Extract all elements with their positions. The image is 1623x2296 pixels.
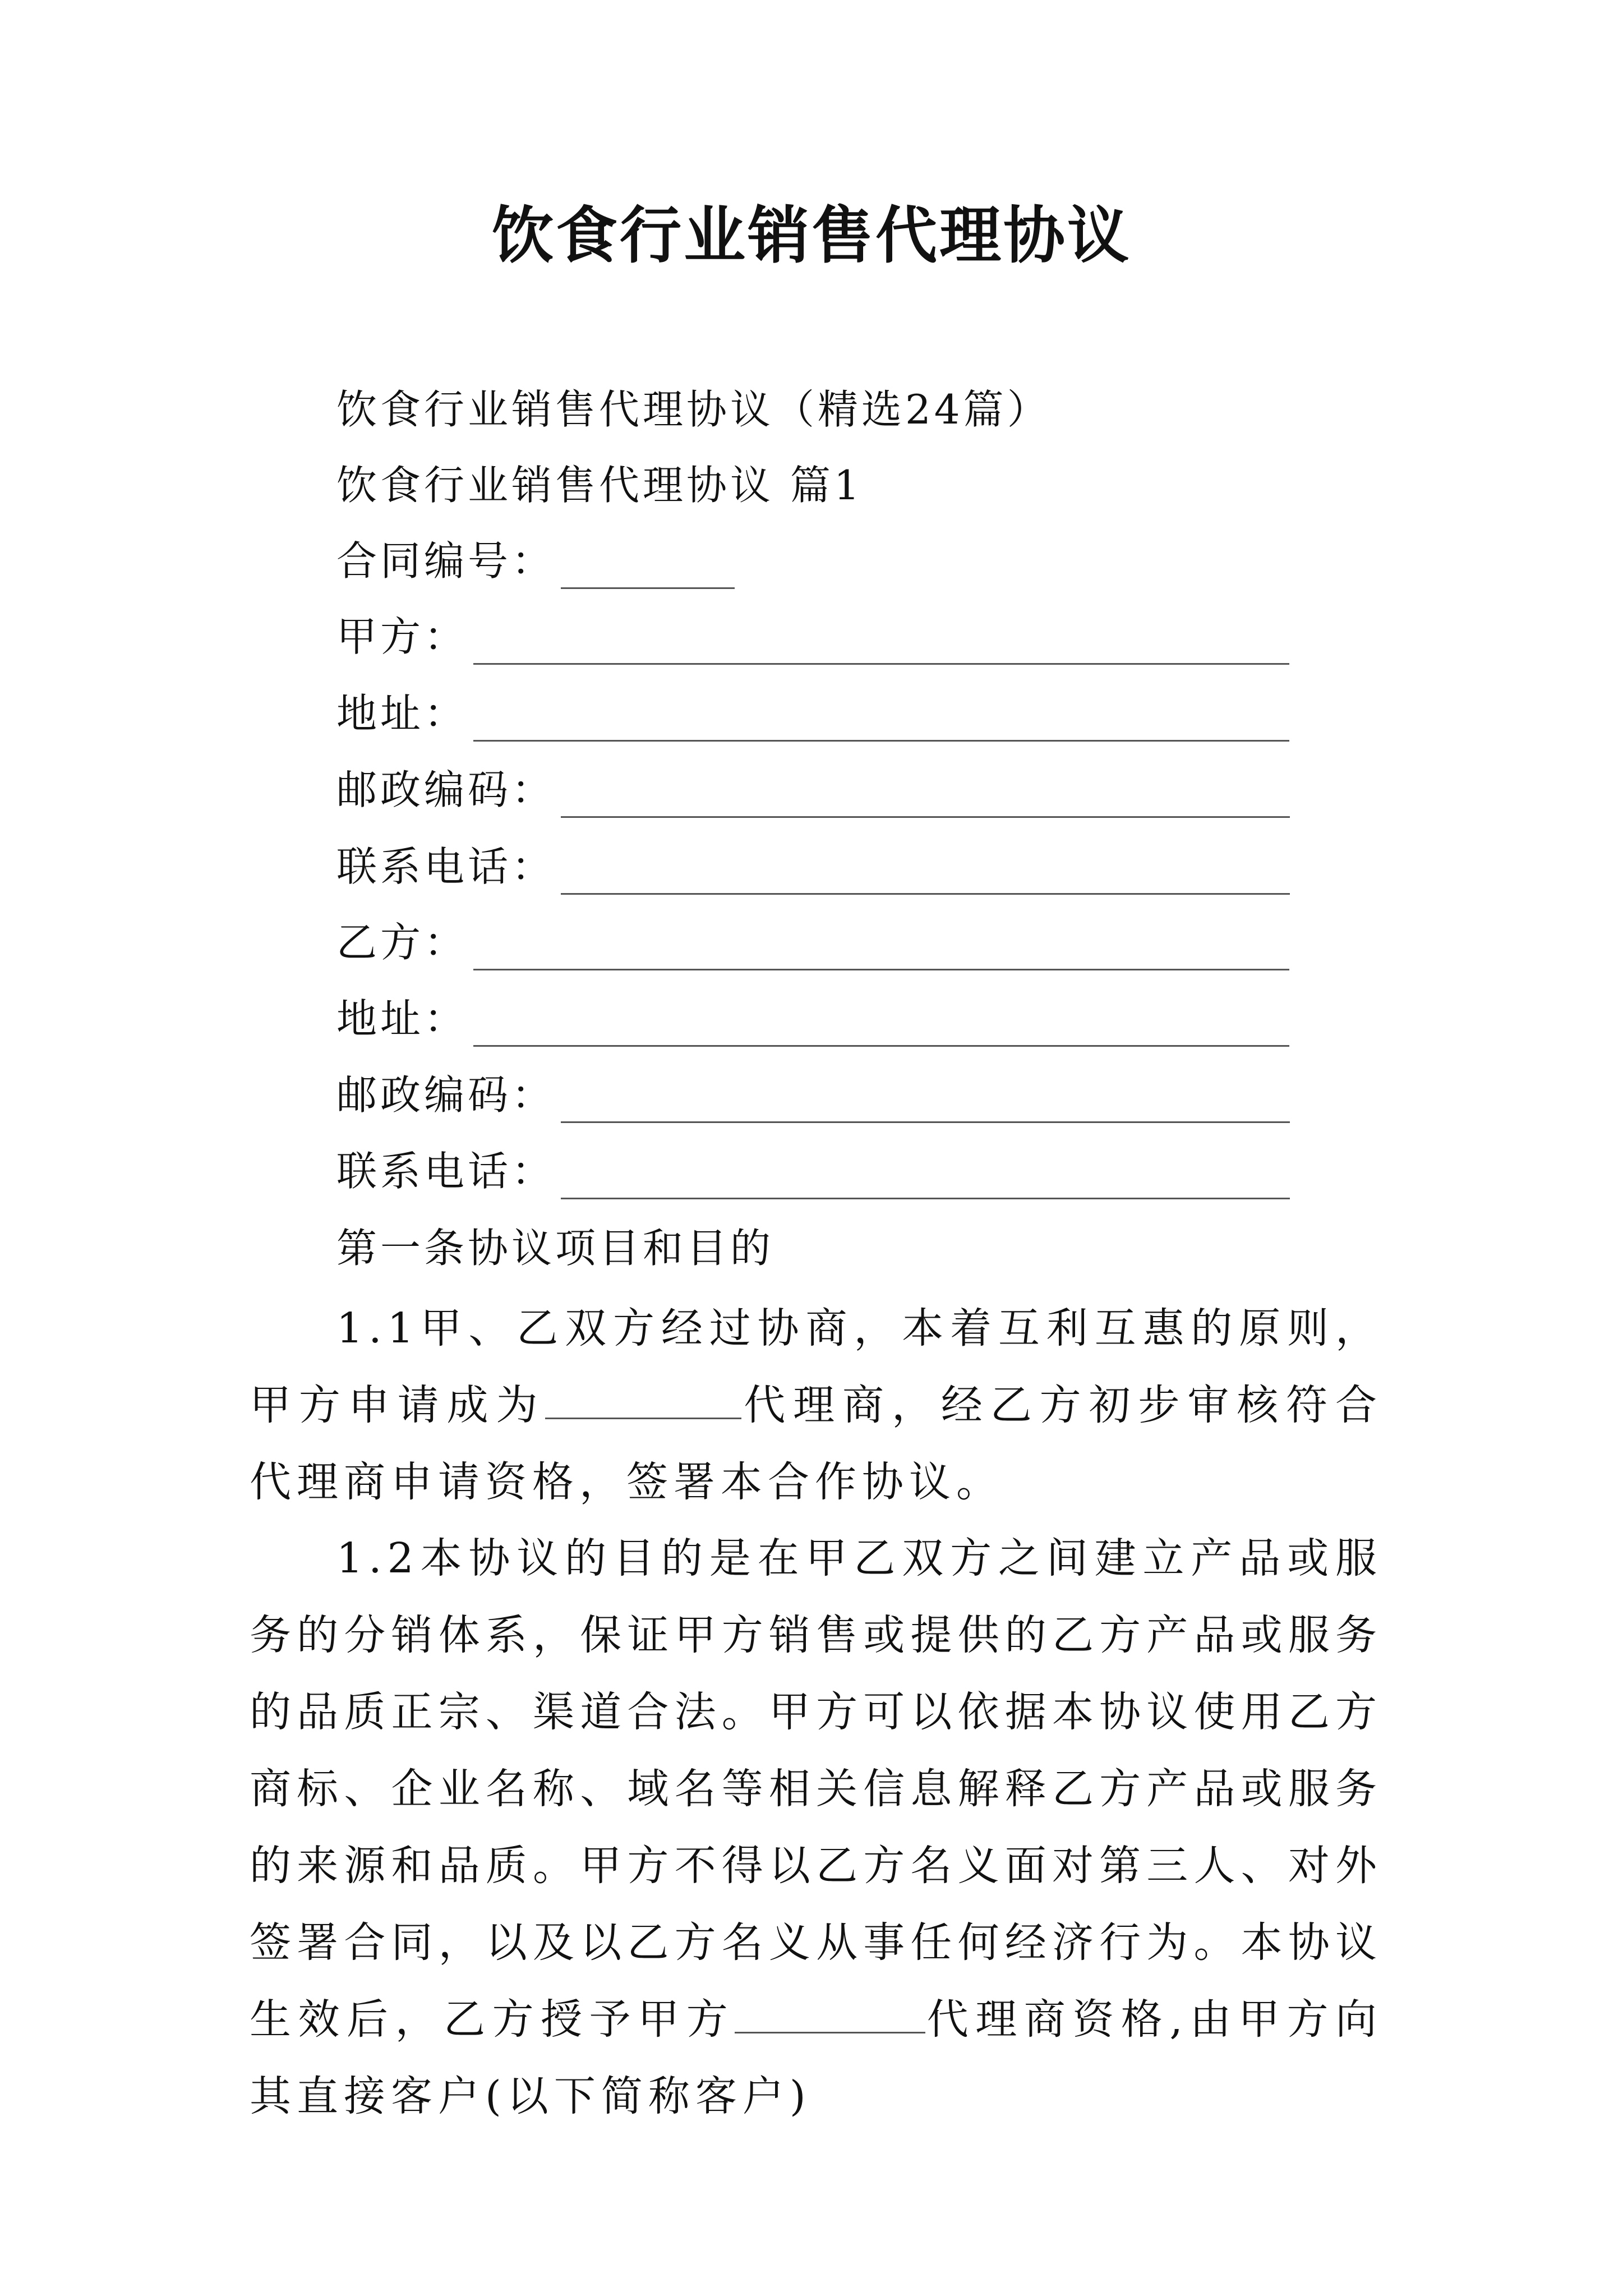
clause-1-2 xyxy=(250,1520,1382,2135)
contract-number-blank xyxy=(561,544,735,589)
party-a-postcode-label: 邮政编码： xyxy=(336,766,556,813)
party-a-address-field xyxy=(336,685,1289,742)
party-b-address-field xyxy=(336,991,1289,1047)
clause-1-1 xyxy=(250,1290,1382,1521)
party-a-field xyxy=(336,609,1289,665)
part-heading: 饮食行业销售代理协议 篇1 xyxy=(336,462,863,509)
contract-number-label: 合同编号： xyxy=(336,537,556,585)
document-subtitle: 饮食行业销售代理协议（精选24篇） xyxy=(336,386,1051,433)
document-title: 饮食行业销售代理协议 xyxy=(492,199,1131,272)
party-a-blank xyxy=(473,619,1289,665)
contract-number-field xyxy=(336,533,735,589)
clause-1-2-text-start: 1.2本协议的目的是在甲乙双方之间建立产品或服务的分销体系，保证甲方销售或提供的乙方产品或服务的品质正宗、渠道合法。甲方可以依据本协议使用乙方商标、企业名称、域名等相关信息解释乙方产品或服务的来源和品质。甲方不得以乙方名义面对第三人、对外签署合同，以及以乙方名义从事任何经济行为。本协议生效后，乙方授予甲方 xyxy=(250,1534,1382,2044)
clause-1-1-text-start: 1.1甲、乙双方经过协商，本着互利互惠的原则，甲方申请成为 xyxy=(250,1304,1382,1429)
party-b-postcode-label: 邮政编码： xyxy=(336,1071,556,1119)
party-a-address-blank xyxy=(473,696,1289,742)
party-b-label: 乙方： xyxy=(336,919,468,966)
party-b-address-label: 地址： xyxy=(336,995,468,1042)
party-a-phone-field xyxy=(336,839,1290,895)
party-b-address-blank xyxy=(473,1001,1289,1047)
party-a-phone-label: 联系电话： xyxy=(336,843,556,890)
party-b-postcode-field xyxy=(336,1067,1290,1123)
clause-1-2-text-end: 代理商资格,由甲方向其直接客户(以下简称客户) xyxy=(250,1995,1382,2120)
party-a-address-label: 地址： xyxy=(336,690,468,737)
party-a-postcode-field xyxy=(336,762,1290,818)
party-b-postcode-blank xyxy=(561,1078,1290,1123)
clause-1-1-text-end: 代理商，经乙方初步审核符合代理商申请资格，签署本合作协议。 xyxy=(250,1381,1383,1506)
party-a-phone-blank xyxy=(561,849,1290,895)
party-b-phone-blank xyxy=(561,1154,1290,1199)
party-b-blank xyxy=(473,925,1289,970)
clause-1-2-blank xyxy=(735,1998,925,2033)
party-a-label: 甲方： xyxy=(336,613,468,660)
party-b-phone-label: 联系电话： xyxy=(336,1148,556,1195)
clause-1-1-blank xyxy=(545,1384,741,1419)
article-1-heading: 第一条协议项目和目的 xyxy=(336,1225,774,1272)
party-b-phone-field xyxy=(336,1143,1290,1199)
party-a-postcode-blank xyxy=(561,772,1290,818)
party-b-field xyxy=(336,914,1289,970)
